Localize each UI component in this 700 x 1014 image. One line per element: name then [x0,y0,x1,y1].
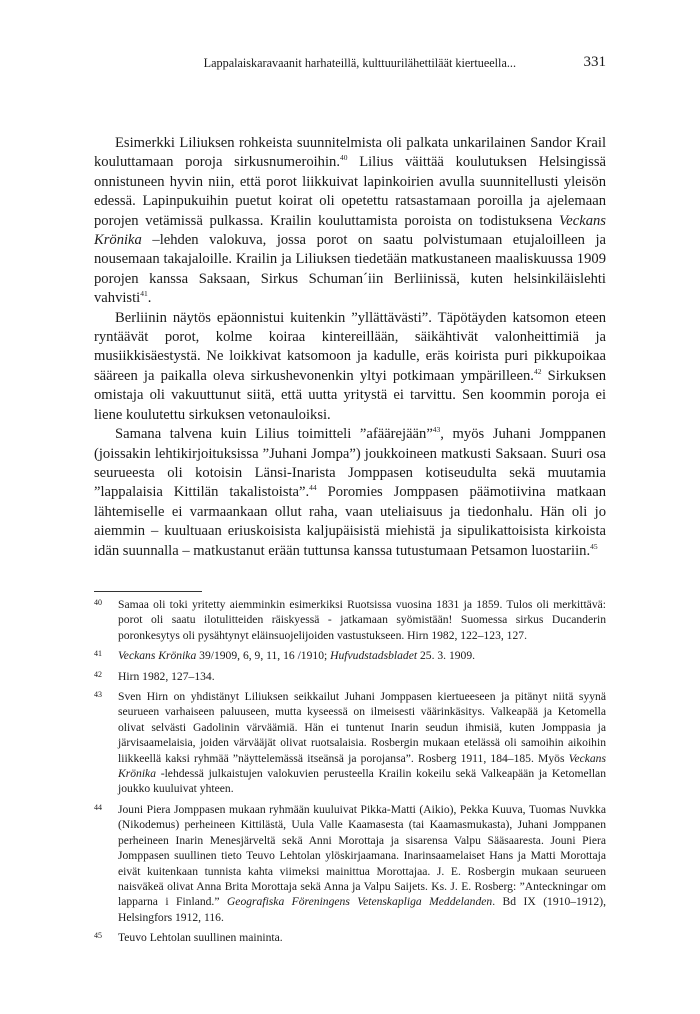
footnote-40 [94,597,606,643]
footnote-number: 42 [94,669,102,679]
footnote-44: 44 Jouni Piera Jomppasen mukaan ryhmään kuuluivat Pikka-Matti (Aikio), Pekka Kuuva, Tuomas Nuvkka (Nikodemus) perheineen Kittilästä, Uula Valle Kaamasesta (tai Kaamasmukasta), Juhani Jomppanen perheineen Inarin Menesjärveltä sekä Anni Morottaja ja sisarensa Valpu Sääsaaresta. Jouni Piera Jomppasen suullinen tieto Teuvo Lehtolan ylöskirjaamana. Inarinsaamelaiset Hans ja Matti Morottaja eivät kuitenkaan tunnista kahta viimeksi mainittua Morottajaa. J. E. Rosbergin mukaan seurueen naisväkeä olivat Anna Brita Morottaja sekä Anna ja Valpu Saijets. Ks. J. E. Rosberg: ”Anteckningar om lapparna i Finland.” Geografiska Föreningens Vetenskapliga Meddelanden. Bd IX (1910–1912), Helsingfors 1912, 116. [94,802,606,924]
footnote-text: Samaa oli toki yritetty aiemminkin esimerkiksi Ruotsissa vuosina 1831 ja 1859. Tulos oli merkittävä: porot oli saatu ilotulitteiden räiskyessä - jatkamaan syömistään! Suomessa sirkus Ducanderin poronkesytys oli pysähtynyt eläinsuojelijoiden vastustukseen. Hirn 1982, 122–123, 127. [118,598,606,642]
paragraph-3: Samana talvena kuin Lilius toimitteli ”afäärejään”$^{43}$, myös Juhani Jomppanen (joissakin lehtikirjoituksissa ”Juhani Jompa”) joukkoineen matkusti Saksaan. Suuri osa seurueesta oli kotoisin Länsi-Inarista Jomppasen kotiseudulta sekä muutamia ”lappalaisia Kittilän takalistoista”.$^{44}$ Poromies Jomppasen päämotiivina matkaan lähtemiselle ei varmaankaan ollut raha, vaan uteliaisuus ja tiedonhalu. Hän oli jo aiemmin – kuultuaan eriuskoisista kaljupäisistä miehistä ja sipulikattoisista kirkoista idän suunnalla – matkustanut erään tuttunsa kanssa tutustumaan Petsamon luostariin.$^{45}$ [94,425,606,559]
paragraph-1: Esimerkki Liliuksen rohkeista suunnitelmista oli palkata unkarilainen Sandor Krail kouluttamaan poroja sirkusnumeroihin.$^{40}$ Lilius väittää koulutuksen Helsingissä onnistuneen hyvin niin, että porot liikkuivat lapinkoirien avulla suunnitellusti yleisön edessä. Lapinpukuihin puetut koirat oli opetettu ratsastamaan poroilla ja ajelemaan porojen vetämissä pulkassa. Krailin kouluttamista poroista on todistuksena Veckans Krönika –lehden valokuva, jossa porot on saatu polvistumaan etujaloilleen ja nousemaan takajaloille. Krailin ja Liliuksen tiedetään matkustaneen maaliskuussa 1909 porojen kanssa Saksaan, Sirkus Schuman´iin Berliinissä, kuten helsinkiläislehti vahvisti$^{41}$. [94,135,606,307]
footnote-text: Teuvo Lehtolan suullinen maininta. [118,931,283,945]
footnote-text: Hirn 1982, 127–134. [118,669,215,683]
footnotes [94,597,606,951]
footnote-41: 41 Veckans Krönika 39/1909, 6, 9, 11, 16 /1910; Hufvudstadsbladet 25. 3. 1909. [94,649,476,663]
footnote-42 [94,669,606,684]
body-text [94,134,606,561]
page-number: 331 [583,54,606,70]
paragraph-2: Berliinin näytös epäonnistui kuitenkin ”yllättävästi”. Täpötäyden katsomon eteen ryntäävät porot, kolme koiraa kintereillään, säikähtivät valonheittimiä ja musiikkisäestystä. Ne loikkivat katsomoon ja kadulle, eräs koirista puri pikkupoikaa sääreen ja paikalla oleva sirkushevonenkin yltyi potkimaan ympärilleen.$^{42}$ Sirkuksen omistaja oli vakuuttunut siitä, että uutta yritystä ei tarvittu. Sen koommin poroja ei liene koulutettu sirkuksen vetonauloiksi. [94,309,606,423]
footnote-ref-41[interactable]: 41 [140,289,148,299]
footnote-number: 45 [94,931,102,941]
footnote-number: 41 [94,649,102,659]
footnote-number: 44 [94,802,102,812]
footnote-ref-45[interactable]: 45 [590,541,598,551]
footnote-45 [94,930,606,945]
footnote-ref-40[interactable]: 40 [339,153,348,163]
footnote-ref-44[interactable]: 44 [309,483,317,493]
footnote-ref-42[interactable]: 42 [533,367,542,377]
footnote-43: 43 Sven Hirn on yhdistänyt Liliuksen seikkailut Juhani Jomppasen kiertueeseen ja pitänyt niitä syynä seurueen varhaiseen paluuseen, mutta kyseessä on ilmeisesti väärinkäsitys. Valkeapää ja Ketomella olivat selvästi Gadolinin värväämiä. Hän ei tuntenut Inarin seudun ihmisiä, kuten Jomppasia ja järvisaamelaisia, joiden värvääjät olivat ruotsalaisia. Rosbergin mukaan etelässä oli samoihin aikoihin liikkeellä kaksi ryhmää ”näyttelemässä itseänsä ja porojansa”. Rosberg 1911, 184–185. Myös Veckans Krönika -lehdessä julkaistujen valokuvien perusteella Krailin kokeilu sekä Valkeapään ja Ketomellan joukko kuuluivat yhteen. [94,690,606,796]
publication-title: Veckans Krönika [94,212,606,249]
page-header [94,54,606,74]
footnote-ref-43[interactable]: 43 [432,425,441,435]
footnote-number: 40 [94,598,102,607]
running-head: Lappalaiskaravaanit harhateillä, kulttuurilähettiläät kiertueella... [203,56,516,70]
footnote-divider [94,591,202,592]
footnote-number: 43 [94,690,102,700]
